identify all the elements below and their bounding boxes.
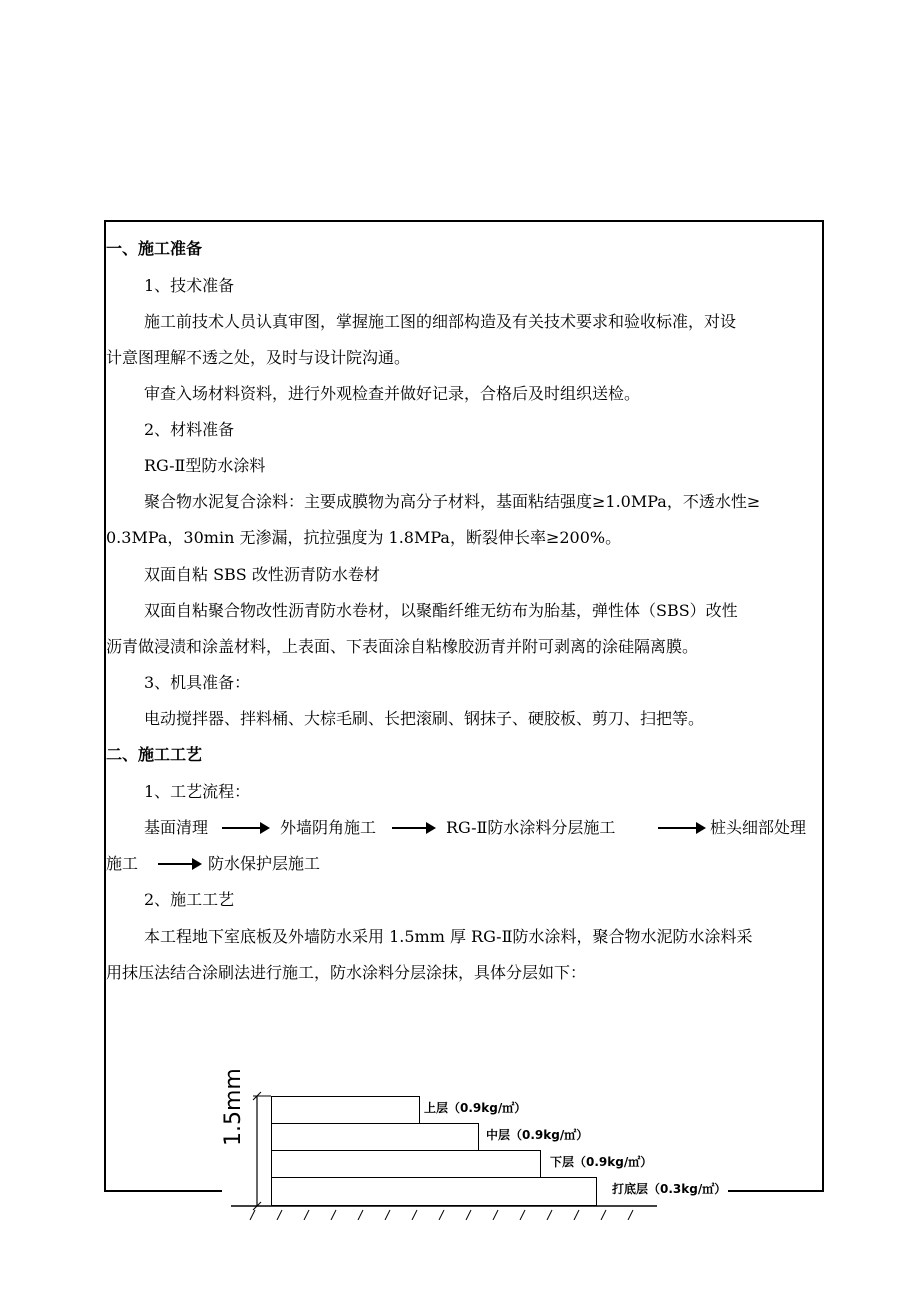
- paragraph-line: 沥青做浸渍和涂盖材料，上表面、下表面涂自粘橡胶沥青并附可剥离的涂硅隔离膜。: [106, 637, 699, 656]
- paragraph-line: 用抹压法结合涂刷法进行施工，防水涂料分层涂抹，具体分层如下：: [106, 963, 587, 982]
- material-title: RG-Ⅱ型防水涂料: [144, 456, 266, 475]
- paragraph-line: 电动搅拌器、拌料桶、大棕毛刷、长把滚刷、钢抹子、硬胶板、剪刀、扫把等。: [144, 709, 705, 728]
- paragraph-line: 双面自粘聚合物改性沥青防水卷材，以聚酯纤维无纺布为胎基，弹性体（SBS）改性: [144, 601, 738, 620]
- paragraph-line: 0.3MPa，30min 无渗漏，抗拉强度为 1.8MPa，断裂伸长率≥200%。: [106, 528, 622, 547]
- paragraph-line: 聚合物水泥复合涂料：主要成膜物为高分子材料，基面粘结强度≥1.0MPa，不透水性≥: [144, 492, 761, 511]
- paragraph-line: 施工前技术人员认真审图，掌握施工图的细部构造及有关技术要求和验收标准，对设: [144, 312, 737, 331]
- frame-bottom-line: [728, 1190, 824, 1192]
- paragraph-line: 本工程地下室底板及外墙防水采用 1.5mm 厚 RG-Ⅱ防水涂料，聚合物水泥防水涂料采: [144, 927, 753, 946]
- flow-step-5: 防水保护层施工: [208, 854, 321, 873]
- layer-base-label: 打底层（0.3kg/㎡）: [612, 1182, 727, 1196]
- flow-step-4: 桩头细部处理: [710, 818, 807, 837]
- section2-heading: 二、施工工艺: [106, 745, 203, 764]
- flow-step-1: 基面清理: [144, 818, 209, 837]
- section1-sub2: 2、材料准备: [144, 420, 235, 439]
- layer-middle-label: 中层（0.9kg/㎡）: [486, 1128, 589, 1142]
- flow-arrow-icon: [658, 827, 704, 829]
- paragraph-line: 计意图理解不透之处，及时与设计院沟通。: [106, 348, 411, 367]
- section1-sub1: 1、技术准备: [144, 276, 235, 295]
- material-title: 双面自粘 SBS 改性沥青防水卷材: [144, 565, 380, 584]
- section2-sub2: 2、施工工艺: [144, 890, 235, 909]
- flow-step-3: RG-Ⅱ防水涂料分层施工: [446, 818, 616, 837]
- thickness-label: 1.5mm: [221, 1068, 246, 1146]
- paragraph-line: 审查入场材料资料，进行外观检查并做好记录，合格后及时组织送检。: [144, 384, 641, 403]
- flow-arrow-icon: [158, 863, 200, 865]
- layer-middle: [271, 1123, 479, 1151]
- layer-base: [271, 1177, 597, 1206]
- layer-top: [271, 1096, 420, 1124]
- flow-step-4-continued: 施工: [106, 854, 139, 873]
- layer-top-label: 上层（0.9kg/㎡）: [424, 1101, 527, 1115]
- section2-sub1: 1、工艺流程：: [144, 782, 251, 801]
- section1-heading: 一、施工准备: [106, 239, 203, 258]
- layer-lower-label: 下层（0.9kg/㎡）: [550, 1155, 653, 1169]
- frame-bottom-line: [104, 1190, 222, 1192]
- flow-arrow-icon: [222, 827, 268, 829]
- flow-arrow-icon: [392, 827, 434, 829]
- section1-sub3: 3、机具准备：: [144, 673, 251, 692]
- flow-step-2: 外墙阴角施工: [280, 818, 377, 837]
- layer-lower: [271, 1150, 541, 1178]
